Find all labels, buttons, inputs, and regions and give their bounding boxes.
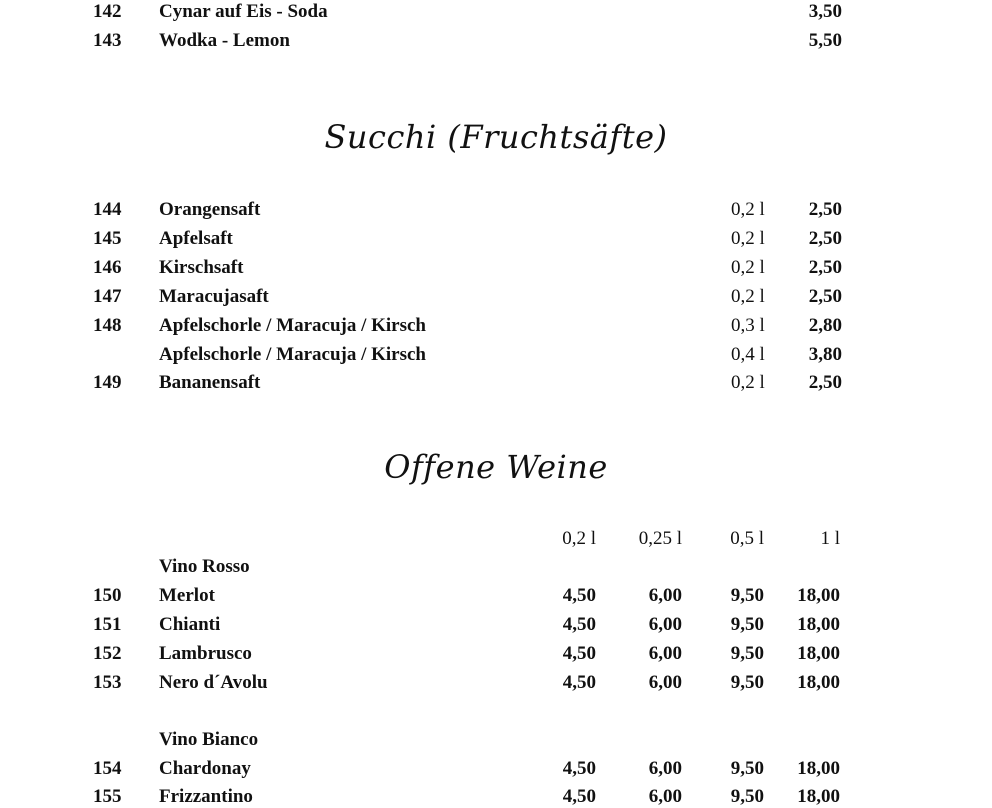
price-0-25l: 6,00 <box>648 614 682 635</box>
price-1l: 18,00 <box>797 758 840 779</box>
item-number: 152 <box>93 643 122 664</box>
subsection-heading-bianco: Vino Bianco <box>159 729 259 750</box>
item-number: 144 <box>93 199 122 220</box>
price-1l: 18,00 <box>797 643 840 664</box>
price-0-2l: 4,50 <box>562 758 596 779</box>
price-1l: 18,00 <box>797 614 840 635</box>
column-header: 0,2 l <box>562 528 596 549</box>
item-number: 151 <box>93 614 122 635</box>
item-price: 2,50 <box>808 199 842 220</box>
price-0-25l: 6,00 <box>648 672 682 693</box>
price-0-2l: 4,50 <box>562 786 596 807</box>
item-name: Kirschsaft <box>159 257 244 278</box>
item-number: 145 <box>93 228 122 249</box>
price-0-25l: 6,00 <box>648 786 682 807</box>
item-name: Wodka - Lemon <box>159 30 290 51</box>
item-name: Apfelsaft <box>159 228 233 249</box>
column-header: 0,5 l <box>730 528 764 549</box>
item-name: Frizzantino <box>159 786 253 807</box>
item-name: Chardonay <box>159 758 251 779</box>
item-name: Orangensaft <box>159 199 261 220</box>
volume-column-headers <box>0 528 992 554</box>
price-1l: 18,00 <box>797 786 840 807</box>
item-volume: 0,2 l <box>731 228 765 249</box>
price-0-25l: 6,00 <box>648 758 682 779</box>
item-number: 143 <box>93 30 122 51</box>
menu-item <box>0 643 992 669</box>
section-heading-weine: Offene Weine <box>384 448 608 486</box>
item-volume: 0,2 l <box>731 257 765 278</box>
price-0-25l: 6,00 <box>648 585 682 606</box>
item-price: 2,50 <box>808 372 842 393</box>
item-price: 3,50 <box>808 1 842 22</box>
item-price: 2,50 <box>808 228 842 249</box>
item-number: 142 <box>93 1 122 22</box>
item-name: Lambrusco <box>159 643 252 664</box>
price-0-2l: 4,50 <box>562 614 596 635</box>
item-name: Chianti <box>159 614 221 635</box>
menu-item <box>0 786 992 808</box>
item-number: 150 <box>93 585 122 606</box>
item-price: 5,50 <box>808 30 842 51</box>
item-name: Cynar auf Eis - Soda <box>159 1 328 22</box>
price-0-5l: 9,50 <box>730 614 764 635</box>
price-0-5l: 9,50 <box>730 786 764 807</box>
menu-item <box>0 585 992 611</box>
menu-item <box>0 257 992 283</box>
menu-item <box>0 315 992 341</box>
item-price: 2,80 <box>808 315 842 336</box>
item-volume: 0,4 l <box>731 344 765 365</box>
menu-item <box>0 30 992 56</box>
item-name: Merlot <box>159 585 215 606</box>
item-volume: 0,2 l <box>731 372 765 393</box>
item-number: 146 <box>93 257 122 278</box>
item-price: 2,50 <box>808 286 842 307</box>
column-header: 0,25 l <box>638 528 682 549</box>
menu-item <box>0 344 992 370</box>
price-1l: 18,00 <box>797 585 840 606</box>
item-volume: 0,3 l <box>731 315 765 336</box>
price-0-5l: 9,50 <box>730 672 764 693</box>
item-name: Apfelschorle / Maracuja / Kirsch <box>159 344 427 365</box>
menu-item <box>0 1 992 27</box>
price-0-2l: 4,50 <box>562 585 596 606</box>
price-0-2l: 4,50 <box>562 672 596 693</box>
price-0-5l: 9,50 <box>730 643 764 664</box>
item-name: Bananensaft <box>159 372 261 393</box>
menu-item <box>0 228 992 254</box>
item-volume: 0,2 l <box>731 286 765 307</box>
item-number: 155 <box>93 786 122 807</box>
price-0-5l: 9,50 <box>730 585 764 606</box>
menu-item <box>0 672 992 698</box>
item-number: 154 <box>93 758 122 779</box>
item-number: 148 <box>93 315 122 336</box>
item-number: 149 <box>93 372 122 393</box>
price-0-25l: 6,00 <box>648 643 682 664</box>
menu-item <box>0 286 992 312</box>
menu-item <box>0 199 992 225</box>
column-header: 1 l <box>820 528 840 549</box>
price-1l: 18,00 <box>797 672 840 693</box>
subsection-heading-rosso: Vino Rosso <box>159 556 250 577</box>
price-0-2l: 4,50 <box>562 643 596 664</box>
section-heading-succhi: Succhi (Fruchtsäfte) <box>324 118 668 156</box>
item-price: 3,80 <box>808 344 842 365</box>
item-number: 153 <box>93 672 122 693</box>
item-volume: 0,2 l <box>731 199 765 220</box>
item-price: 2,50 <box>808 257 842 278</box>
item-name: Nero d´Avolu <box>159 672 268 693</box>
price-0-5l: 9,50 <box>730 758 764 779</box>
item-number: 147 <box>93 286 122 307</box>
item-name: Maracujasaft <box>159 286 269 307</box>
menu-item <box>0 758 992 784</box>
item-name: Apfelschorle / Maracuja / Kirsch <box>159 315 427 336</box>
menu-item <box>0 372 992 398</box>
menu-item <box>0 614 992 640</box>
